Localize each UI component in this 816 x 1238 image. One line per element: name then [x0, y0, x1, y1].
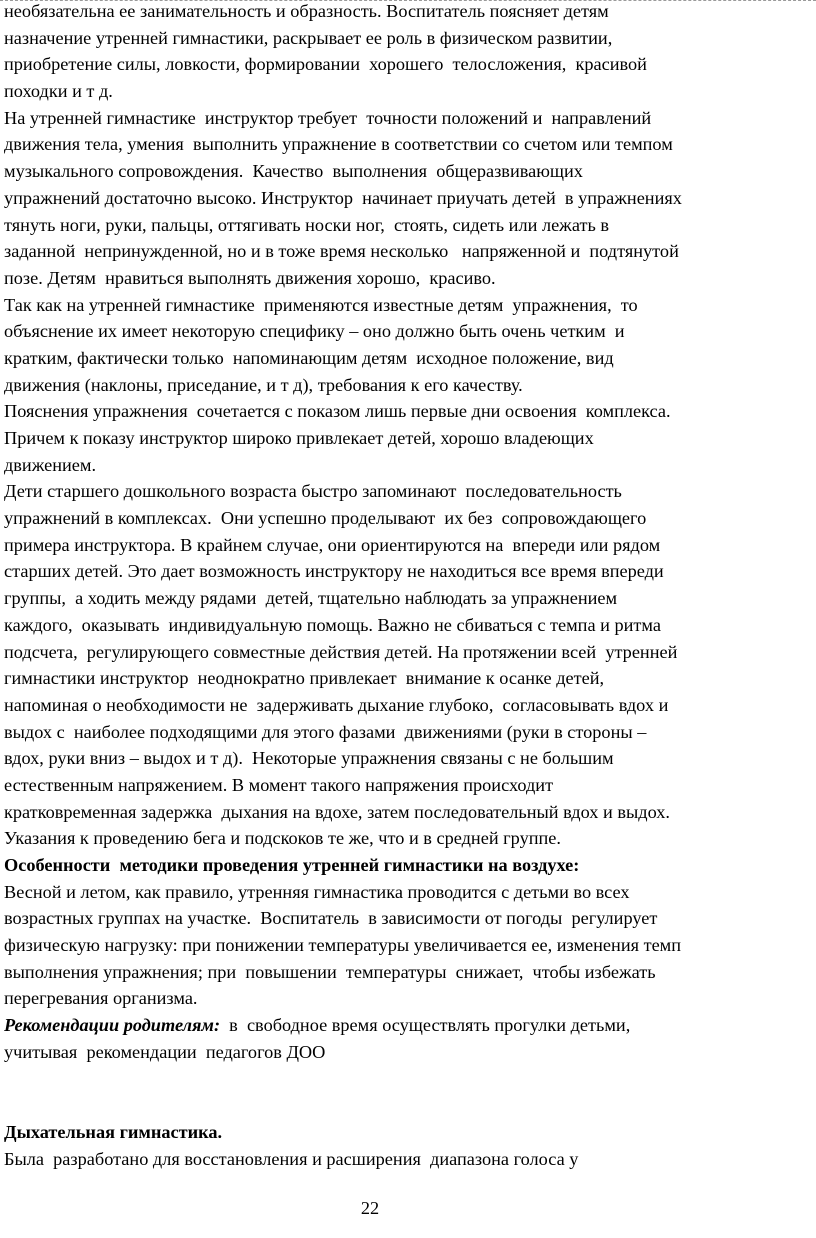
text-line: Причем к показу инструктор широко привлекает детей, хорошо владеющих	[4, 428, 594, 448]
text-line: подсчета, регулирующего совместные действия детей. На протяжении всей утренней	[4, 641, 678, 662]
text-line: движением.	[4, 454, 97, 475]
text-line: походки и т д.	[4, 81, 113, 102]
text-line: назначение утренней гимнастики, раскрывает ее роль в физическом развитии,	[4, 27, 613, 48]
text-line: тянуть ноги, руки, пальцы, оттягивать носки ног, стоять, сидеть или лежать в	[4, 214, 609, 235]
text-line: гимнастики инструктор неоднократно привлекает внимание к осанке детей,	[4, 668, 605, 689]
recommendation-line	[4, 1012, 816, 1039]
text-line: группы, а ходить между рядами детей, тщательно наблюдать за упражнением	[4, 588, 618, 609]
blank-line	[4, 1066, 816, 1093]
text-line: упражнений достаточно высоко. Инструктор начинает приучать детей в упражнениях	[4, 187, 682, 208]
text-line: Так как на утренней гимнастике применяются известные детям упражнения, то	[4, 294, 638, 315]
text-line: возрастных группах на участке. Воспитатель в зависимости от погоды регулирует	[4, 908, 658, 929]
text-line: музыкального сопровождения. Качество выполнения общеразвивающих	[4, 161, 583, 182]
text-line: движения (наклоны, приседание, и т д), требования к его качеству.	[4, 374, 523, 395]
text-line: физическую нагрузку: при понижении температуры увеличивается ее, изменения темп	[4, 935, 682, 956]
text-line: Была разработано для восстановления и расширения диапазона голоса у	[4, 1148, 579, 1169]
text-line: напоминая о необходимости не задерживать дыхание глубоко, согласовывать вдох и	[4, 694, 669, 715]
text-line: перегревания организма.	[4, 988, 198, 1009]
text-line: заданной непринужденной, но и в тоже время несколько напряженной и подтянутой	[4, 241, 679, 262]
text-line: каждого, оказывать индивидуальную помощь. Важно не сбиваться с темпа и ритма	[4, 614, 661, 635]
text-line: примера инструктора. В крайнем случае, они ориентируются на впереди или рядом	[4, 534, 661, 555]
section-heading-breathing: Дыхательная гимнастика.	[4, 1121, 223, 1142]
text-line: кратковременная задержка дыхания на вдохе, затем последовательный вдох и выдох.	[4, 801, 670, 822]
text-line: Весной и летом, как правило, утренняя гимнастика проводится с детьми во всех	[4, 881, 630, 902]
text-line: выполнения упражнения; при повышении температуры снижает, чтобы избежать	[4, 961, 656, 982]
text-line: движения тела, умения выполнить упражнение в соответствии со счетом или темпом	[4, 134, 673, 155]
text-line: объяснение их имеет некоторую специфику – оно должно быть очень четким и	[4, 321, 625, 342]
text-line: На утренней гимнастике инструктор требует точности положений и направлений	[4, 107, 652, 128]
text-line: Указания к проведению бега и подскоков те же, что и в средней группе.	[4, 828, 561, 849]
recommendation-text: в свободное время осуществлять прогулки детьми,	[220, 1015, 631, 1036]
text-line: приобретение силы, ловкости, формировании хорошего телосложения, красивой	[4, 54, 647, 75]
text-line: кратким, фактически только напоминающим детям исходное положение, вид	[4, 347, 614, 368]
text-line: упражнений в комплексах. Они успешно проделывают их без сопровождающего	[4, 508, 647, 529]
recommendation-label: Рекомендации родителям:	[4, 1015, 221, 1036]
text-line: выдох с наиболее подходящими для этого фазами движениями (руки в стороны –	[4, 721, 647, 742]
page-number: 22	[360, 1198, 380, 1218]
text-line: Дети старшего дошкольного возраста быстро запоминают последовательность	[4, 481, 622, 502]
text-line: естественным напряжением. В момент такого напряжения происходит	[4, 774, 554, 795]
text-line: необязательна ее занимательность и образность. Воспитатель поясняет детям	[4, 1, 609, 21]
document-body	[4, 0, 816, 1172]
text-line: старших детей. Это дает возможность инструктору не находиться все время впереди	[4, 561, 664, 582]
text-line: учитывая рекомендации педагогов ДОО	[4, 1041, 326, 1062]
text-line: Пояснения упражнения сочетается с показом лишь первые дни освоения комплекса.	[4, 401, 671, 422]
text-line: вдох, руки вниз – выдох и т д). Некоторые упражнения связаны с не большим	[4, 748, 614, 769]
blank-line	[4, 1092, 816, 1119]
text-line: позе. Детям нравиться выполнять движения хорошо, красиво.	[4, 267, 496, 288]
section-heading-outdoor: Особенности методики проведения утренней гимнастики на воздухе:	[4, 855, 580, 875]
